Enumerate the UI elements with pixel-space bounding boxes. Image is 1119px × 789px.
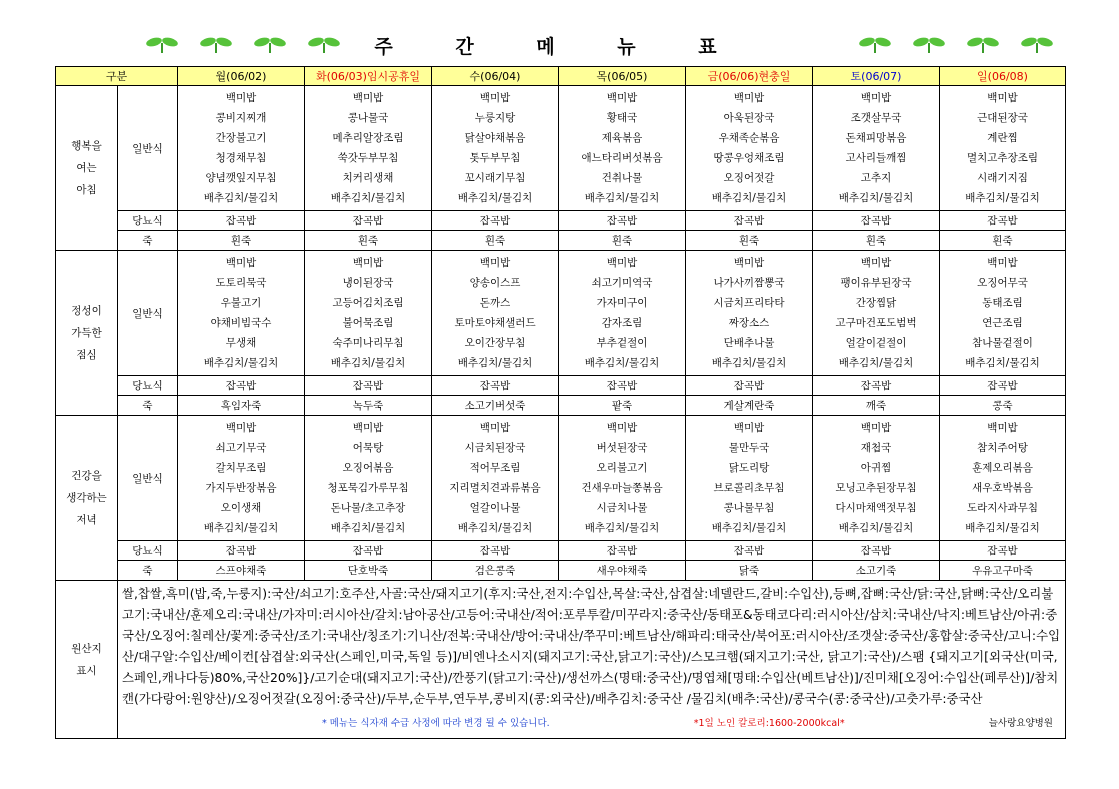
- menu-cell: [432, 251, 559, 376]
- menu-item: 도라지사과무침: [967, 501, 1039, 514]
- header-category: 구분: [56, 67, 178, 86]
- meal-name: [56, 251, 118, 416]
- diabetic-cell: 잡곡밥: [305, 376, 432, 396]
- menu-item: 청포묵김가루무침: [327, 481, 409, 494]
- menu-item: 동태조림: [982, 296, 1023, 309]
- menu-item: 불어묵조림: [342, 316, 394, 329]
- menu-item: 백미밥: [606, 91, 638, 104]
- menu-item: 배추김치/물김치: [203, 191, 279, 204]
- menu-item: 백미밥: [225, 421, 257, 434]
- menu-item: 콩나물무침: [723, 501, 775, 514]
- menu-item: 모닝고추된장무침: [835, 481, 917, 494]
- menu-item: 배추김치/물김치: [965, 356, 1040, 369]
- menu-cell: [940, 251, 1066, 376]
- menu-item: 멸치고추장조림: [967, 151, 1039, 164]
- sub-label-porridge: 죽: [118, 396, 178, 416]
- menu-item: 계란찜: [987, 131, 1018, 144]
- diabetic-cell: 잡곡밥: [178, 541, 305, 561]
- menu-cell: [559, 251, 686, 376]
- menu-item: 애느타리버섯볶음: [581, 151, 663, 164]
- sprout-icon: [909, 34, 949, 54]
- diabetic-cell: 잡곡밥: [813, 541, 940, 561]
- menu-item: 배추김치/물김치: [711, 356, 787, 369]
- menu-item: 부추겉절이: [596, 336, 648, 349]
- sub-label-porridge: 죽: [118, 231, 178, 251]
- header-day-0: 월(06/02): [178, 67, 305, 86]
- meal-row-general: [56, 416, 1066, 541]
- diabetic-cell: 잡곡밥: [559, 211, 686, 231]
- meal-name-line: 정성이: [71, 305, 102, 317]
- menu-item: 백미밥: [987, 256, 1018, 269]
- meal-name-line: 생각하는: [66, 492, 107, 504]
- meal-row-general: [56, 251, 1066, 376]
- porridge-cell: 콩죽: [940, 396, 1066, 416]
- meal-row-diabetic: [56, 376, 1066, 396]
- diabetic-cell: 잡곡밥: [686, 541, 813, 561]
- menu-item: 오징어젓갈: [723, 171, 775, 184]
- menu-item: 오징어볶음: [342, 461, 394, 474]
- diabetic-cell: 잡곡밥: [686, 211, 813, 231]
- menu-item: 백미밥: [479, 256, 511, 269]
- menu-item: 치커리생채: [342, 171, 394, 184]
- menu-item: 백미밥: [606, 421, 638, 434]
- menu-item: 나가사끼짬뽕국: [713, 276, 785, 289]
- menu-item: 다시마채액젓무침: [835, 501, 917, 514]
- menu-item: 조갯살무국: [850, 111, 902, 124]
- menu-item: 배추김치/물김치: [965, 521, 1040, 534]
- menu-item: 오징어무국: [977, 276, 1028, 289]
- menu-item: 황태국: [606, 111, 638, 124]
- diabetic-cell: 잡곡밥: [178, 376, 305, 396]
- meal-name-line: 가득한: [71, 327, 102, 339]
- footer-hospital: 늘사랑요양병원: [988, 718, 1053, 729]
- diabetic-cell: 잡곡밥: [305, 211, 432, 231]
- menu-item: 백미밥: [860, 421, 892, 434]
- menu-item: 간장불고기: [215, 131, 267, 144]
- diabetic-cell: 잡곡밥: [559, 376, 686, 396]
- diabetic-cell: 잡곡밥: [432, 541, 559, 561]
- menu-item: 우불고기: [220, 296, 262, 309]
- header-day-3: 목(06/05): [559, 67, 686, 86]
- weekly-menu-table: [55, 66, 1066, 739]
- menu-item: 배추김치/물김치: [584, 521, 660, 534]
- header-row: [56, 67, 1066, 86]
- menu-item: 배추김치/물김치: [330, 191, 406, 204]
- menu-item: 얼갈이겉절이: [845, 336, 907, 349]
- porridge-cell: 단호박죽: [305, 561, 432, 581]
- menu-item: 새우호박볶음: [972, 481, 1033, 494]
- menu-item: 훈제오리볶음: [972, 461, 1033, 474]
- menu-item: 시금치된장국: [464, 441, 526, 454]
- porridge-cell: 흰죽: [559, 231, 686, 251]
- porridge-cell: 흰죽: [178, 231, 305, 251]
- sub-label-porridge: 죽: [118, 561, 178, 581]
- page-title: 주 간 메 뉴 표: [374, 36, 745, 58]
- menu-item: 짜장소스: [728, 316, 770, 329]
- porridge-cell: 깨죽: [813, 396, 940, 416]
- meal-name-line: 여는: [76, 162, 97, 174]
- porridge-cell: 흑임자죽: [178, 396, 305, 416]
- menu-item: 연근조림: [982, 316, 1023, 329]
- porridge-cell: 닭죽: [686, 561, 813, 581]
- menu-item: 팽이유부된장국: [840, 276, 912, 289]
- menu-cell: [305, 86, 432, 211]
- menu-item: 건새우마늘쫑볶음: [581, 481, 663, 494]
- menu-item: 백미밥: [352, 91, 384, 104]
- menu-item: 시금치나물: [596, 501, 648, 514]
- menu-item: 우채족순볶음: [718, 131, 780, 144]
- menu-item: 배추김치/물김치: [457, 521, 533, 534]
- origin-label-line: 표시: [76, 664, 97, 677]
- menu-cell: [559, 86, 686, 211]
- menu-cell: [178, 86, 305, 211]
- menu-item: 야채비빔국수: [210, 316, 272, 329]
- menu-item: 근대된장국: [977, 111, 1028, 124]
- porridge-cell: 검은콩죽: [432, 561, 559, 581]
- menu-cell: [940, 86, 1066, 211]
- sprout-icon: [1017, 34, 1057, 54]
- meal-row-general: [56, 86, 1066, 211]
- menu-cell: [305, 416, 432, 541]
- menu-item: 배추김치/물김치: [838, 521, 914, 534]
- origin-row: [56, 581, 1066, 739]
- footer-line: [122, 709, 1061, 736]
- menu-item: 배추김치/물김치: [584, 356, 660, 369]
- meal-row-porridge: [56, 231, 1066, 251]
- menu-item: 적어무조림: [469, 461, 521, 474]
- origin-text: 쌀,찹쌀,흑미(밥,죽,누룽지):국산/쇠고기:호주산,사골:국산/돼지고기(후지:국산,전지:수입산,목살:국산,삼겹살:네델란드,갈비:수입산),등뼈,잡뼈:국산/닭:국산,닭뼈:국산/오리불고기:국내산/훈제오리:국내산/가자미:러시아산/갈치:남아공산/고등어:국내산/적어:포루투칼/미꾸라지:중국산/동태포&동태코다리:러시아산/삼치:국내산/낙지:베트남산/아귀:중국산/오징어:칠레산/꽃게:중국산/조기:국내산/칭조기:기니산/전복:국내산/방어:국내산/쭈꾸미:베트남산/해파리:태국산/북어포:러시아산/조갯살:중국산/홍합살:중국산/고니:수입산/대구알:수입산/베이컨[삼겹살:외국산(스페인,미국,독일 등)]/비엔나소시지(돼지고기:국산,닭고기:국산)/스모크햄(돼지고기:국산, 닭고기:국산)/스팸 {돼지고기[외국산(미국,스페인,캐나다등)80%,국산20%]}/고기순대(돼지고기:국산)/깐풍기(닭고기:국산)/생선까스(명태:중국산)/명엽채[명태:수입산(베트남산)]/진미채[오징어:수입산(페루산)]/참치캔(가다랑어:원양산)/오징어젓갈(오징어:중국산)/두부,순두부,연두부,콩비지(콩:외국산)/배추김치:중국산 /물김치(배추:국산)/콩국수(콩:중국산)/고춧가루:중국산: [122, 586, 1061, 706]
- sub-label-diabetic: 당뇨식: [118, 211, 178, 231]
- menu-cell: [813, 416, 940, 541]
- menu-item: 배추김치/물김치: [457, 191, 533, 204]
- diabetic-cell: 잡곡밥: [686, 376, 813, 396]
- menu-item: 시금치프리타타: [713, 296, 785, 309]
- menu-item: 백미밥: [352, 421, 384, 434]
- menu-item: 가지두반장볶음: [205, 481, 277, 494]
- porridge-cell: 소고기죽: [813, 561, 940, 581]
- menu-item: 백미밥: [733, 421, 765, 434]
- menu-item: 백미밥: [987, 91, 1018, 104]
- menu-item: 브로콜리초무침: [713, 481, 785, 494]
- menu-item: 도토리묵국: [215, 276, 267, 289]
- menu-item: 양송이스프: [469, 276, 521, 289]
- menu-item: 백미밥: [352, 256, 384, 269]
- menu-item: 물만두국: [728, 441, 770, 454]
- menu-item: 백미밥: [860, 256, 892, 269]
- menu-item: 쇠고기무국: [215, 441, 267, 454]
- origin-label: [56, 581, 118, 739]
- menu-item: 배추김치/물김치: [838, 191, 914, 204]
- sprout-decoration-right: [855, 34, 1057, 54]
- header-day-6: 일(06/08): [940, 67, 1066, 86]
- menu-cell: [178, 416, 305, 541]
- menu-item: 닭살야채볶음: [464, 131, 526, 144]
- menu-item: 버섯된장국: [596, 441, 648, 454]
- diabetic-cell: 잡곡밥: [178, 211, 305, 231]
- diabetic-cell: 잡곡밥: [940, 541, 1066, 561]
- menu-item: 가자미구이: [596, 296, 648, 309]
- menu-item: 배추김치/물김치: [330, 521, 406, 534]
- menu-item: 쇠고기미역국: [591, 276, 653, 289]
- menu-item: 제육볶음: [601, 131, 643, 144]
- menu-item: 쑥갓두부무침: [337, 151, 399, 164]
- menu-item: 백미밥: [479, 421, 511, 434]
- sprout-icon: [855, 34, 895, 54]
- meal-name-line: 아침: [76, 184, 97, 196]
- menu-item: 땅콩우엉채조림: [713, 151, 785, 164]
- diabetic-cell: 잡곡밥: [813, 376, 940, 396]
- menu-item: 배추김치/물김치: [711, 521, 787, 534]
- menu-item: 톳두부무침: [469, 151, 521, 164]
- menu-item: 고사리들깨찜: [845, 151, 907, 164]
- menu-cell: [686, 86, 813, 211]
- menu-item: 참나물겉절이: [972, 336, 1033, 349]
- menu-item: 단배추나물: [723, 336, 775, 349]
- menu-item: 꼬시래기무침: [464, 171, 526, 184]
- menu-item: 냉이된장국: [342, 276, 394, 289]
- sprout-icon: [963, 34, 1003, 54]
- menu-item: 돈나물/초고추장: [330, 501, 406, 514]
- header-day-2: 수(06/04): [432, 67, 559, 86]
- porridge-cell: 흰죽: [940, 231, 1066, 251]
- menu-item: 갈치무조림: [215, 461, 267, 474]
- menu-item: 백미밥: [860, 91, 892, 104]
- porridge-cell: 소고기버섯죽: [432, 396, 559, 416]
- sub-label-general: 일반식: [118, 416, 178, 541]
- diabetic-cell: 잡곡밥: [432, 211, 559, 231]
- porridge-cell: 팥죽: [559, 396, 686, 416]
- meal-name: [56, 86, 118, 251]
- header-day-4: 금(06/06)현충일: [686, 67, 813, 86]
- menu-item: 시래기지짐: [977, 171, 1028, 184]
- porridge-cell: 새우야채죽: [559, 561, 686, 581]
- menu-item: 백미밥: [733, 256, 765, 269]
- porridge-cell: 스프야채죽: [178, 561, 305, 581]
- meal-name-line: 행복을: [71, 140, 102, 152]
- menu-item: 백미밥: [225, 256, 257, 269]
- menu-item: 고추지: [860, 171, 892, 184]
- meal-row-diabetic: [56, 211, 1066, 231]
- menu-cell: [813, 86, 940, 211]
- menu-item: 배추김치/물김치: [711, 191, 787, 204]
- menu-cell: [940, 416, 1066, 541]
- menu-item: 양념깻잎지무침: [205, 171, 277, 184]
- menu-item: 배추김치/물김치: [838, 356, 914, 369]
- menu-item: 재첩국: [860, 441, 892, 454]
- porridge-cell: 우유고구마죽: [940, 561, 1066, 581]
- menu-item: 숙주미나리무침: [332, 336, 404, 349]
- diabetic-cell: 잡곡밥: [559, 541, 686, 561]
- menu-cell: [813, 251, 940, 376]
- menu-item: 배추김치/물김치: [203, 356, 279, 369]
- menu-item: 오이생채: [220, 501, 262, 514]
- menu-cell: [178, 251, 305, 376]
- menu-item: 백미밥: [987, 421, 1018, 434]
- meal-name-line: 점심: [76, 349, 97, 361]
- menu-item: 백미밥: [479, 91, 511, 104]
- menu-item: 고등어김치조림: [332, 296, 404, 309]
- menu-item: 고구마건포도범벅: [835, 316, 917, 329]
- meal-row-diabetic: [56, 541, 1066, 561]
- porridge-cell: 흰죽: [813, 231, 940, 251]
- menu-item: 아욱된장국: [723, 111, 775, 124]
- header-day-5: 토(06/07): [813, 67, 940, 86]
- menu-item: 돈까스: [479, 296, 511, 309]
- menu-item: 누룽지탕: [474, 111, 516, 124]
- menu-item: 감자조림: [601, 316, 643, 329]
- diabetic-cell: 잡곡밥: [940, 211, 1066, 231]
- menu-cell: [432, 86, 559, 211]
- footer-calorie: *1일 노인 칼로리:1600-2000kcal*: [693, 718, 845, 729]
- meal-name: [56, 416, 118, 581]
- menu-item: 아귀찜: [860, 461, 892, 474]
- menu-cell: [305, 251, 432, 376]
- menu-item: 청경채무침: [215, 151, 267, 164]
- porridge-cell: 흰죽: [305, 231, 432, 251]
- menu-item: 배추김치/물김치: [457, 356, 533, 369]
- menu-item: 백미밥: [225, 91, 257, 104]
- porridge-cell: 흰죽: [686, 231, 813, 251]
- menu-item: 백미밥: [733, 91, 765, 104]
- sub-label-general: 일반식: [118, 251, 178, 376]
- menu-item: 배추김치/물김치: [330, 356, 406, 369]
- menu-item: 간장찜닭: [855, 296, 897, 309]
- menu-cell: [686, 251, 813, 376]
- menu-item: 어묵탕: [352, 441, 384, 454]
- menu-item: 무생채: [225, 336, 257, 349]
- menu-cell: [559, 416, 686, 541]
- menu-item: 배추김치/물김치: [584, 191, 660, 204]
- diabetic-cell: 잡곡밥: [813, 211, 940, 231]
- meal-name-line: 저녁: [76, 514, 97, 526]
- origin-cell: [118, 581, 1066, 739]
- menu-item: 돈채피망볶음: [845, 131, 907, 144]
- origin-label-line: 원산지: [71, 642, 102, 655]
- menu-item: 닭도리탕: [728, 461, 770, 474]
- meal-row-porridge: [56, 396, 1066, 416]
- menu-item: 백미밥: [606, 256, 638, 269]
- menu-item: 건취나물: [601, 171, 643, 184]
- sub-label-general: 일반식: [118, 86, 178, 211]
- menu-item: 지리멸치견과류볶음: [449, 481, 541, 494]
- diabetic-cell: 잡곡밥: [305, 541, 432, 561]
- porridge-cell: 흰죽: [432, 231, 559, 251]
- menu-item: 얼갈이나물: [469, 501, 521, 514]
- menu-item: 콩비지찌개: [215, 111, 267, 124]
- footer-note: * 메뉴는 식자재 수급 사정에 따라 변경 될 수 있습니다.: [322, 718, 550, 729]
- header-day-1: 화(06/03)임시공휴일: [305, 67, 432, 86]
- porridge-cell: 녹두죽: [305, 396, 432, 416]
- menu-item: 배추김치/물김치: [965, 191, 1040, 204]
- menu-item: 오이간장무침: [464, 336, 526, 349]
- menu-item: 배추김치/물김치: [203, 521, 279, 534]
- menu-cell: [432, 416, 559, 541]
- sub-label-diabetic: 당뇨식: [118, 376, 178, 396]
- sub-label-diabetic: 당뇨식: [118, 541, 178, 561]
- menu-item: 콩나물국: [347, 111, 389, 124]
- diabetic-cell: 잡곡밥: [940, 376, 1066, 396]
- meal-row-porridge: [56, 561, 1066, 581]
- menu-item: 토마토야채샐러드: [454, 316, 536, 329]
- menu-item: 메추리알장조림: [332, 131, 404, 144]
- porridge-cell: 게살계란죽: [686, 396, 813, 416]
- menu-item: 참치주어탕: [977, 441, 1028, 454]
- diabetic-cell: 잡곡밥: [432, 376, 559, 396]
- menu-item: 오리불고기: [596, 461, 648, 474]
- meal-name-line: 건강을: [71, 470, 102, 482]
- menu-cell: [686, 416, 813, 541]
